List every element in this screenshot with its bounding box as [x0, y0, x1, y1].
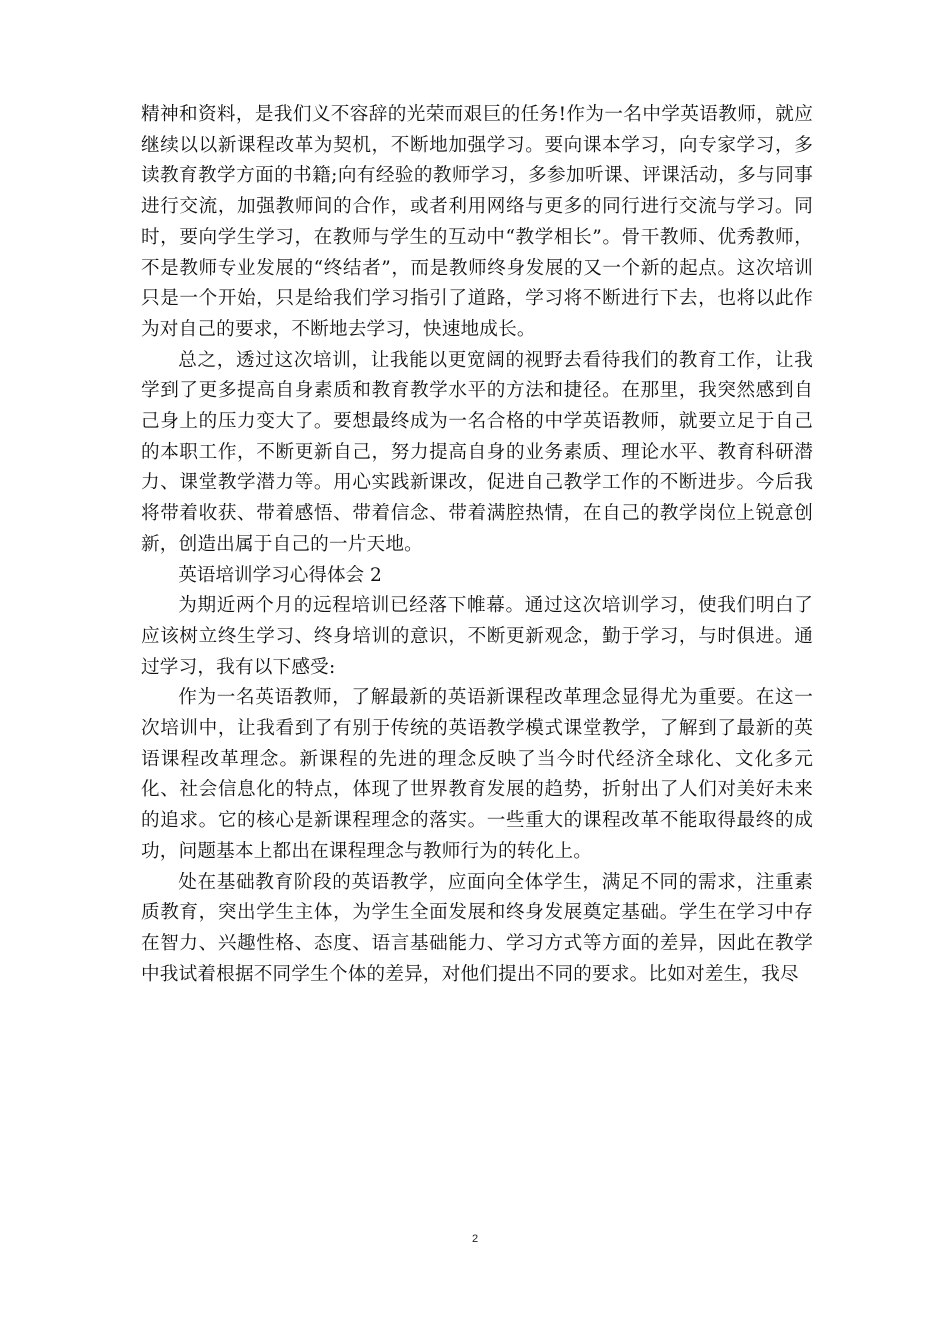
paragraph-summary: 总之，透过这次培训，让我能以更宽阔的视野去看待我们的教育工作，让我学到了更多提高自身素质和教育教学水平的方法和捷径。在那里，我突然感到自己身上的压力变大了。要想最终成为一名合格的中学英语教师，就要立足于自己的本职工作，不断更新自己，努力提高自身的业务素质、理论水平、教育科研潜力、课堂教学潜力等。用心实践新课改，促进自己教学工作的不断进步。今后我将带着收获、带着感悟、带着信念、带着满腔热情，在自己的教学岗位上锐意创新，创造出属于自己的一片天地。: [141, 349, 813, 555]
paragraph-curriculum: 作为一名英语教师，了解最新的英语新课程改革理念显得尤为重要。在这一次培训中，让我看到了有别于传统的英语教学模式课堂教学，了解到了最新的英语课程改革理念。新课程的先进的理念反映了当今时代经济全球化、文化多元化、社会信息化的特点，体现了世界教育发展的趋势，折射出了人们对美好未来的追求。它的核心是新课程理念的落实。一些重大的课程改革不能取得最终的成功，问题基本上都出在课程理念与教师行为的转化上。: [141, 687, 813, 862]
section-heading: 英语培训学习心得体会 2: [178, 564, 382, 586]
paragraph-continuation: 精神和资料，是我们义不容辞的光荣而艰巨的任务!作为一名中学英语教师，就应继续以以新课程改革为契机，不断地加强学习。要向课本学习，向专家学习，多读教育教学方面的书籍;向有经验的教师学习，多参加听课、评课活动，多与同事进行交流，加强教师间的合作，或者利用网络与更多的同行进行交流与学习。同时，要向学生学习，在教师与学生的互动中“教学相长”。骨干教师、优秀教师，不是教师专业发展的“终结者”，而是教师终身发展的又一个新的起点。这次培训只是一个开始，只是给我们学习指引了道路，学习将不断进行下去，也将以此作为对自己的要求，不断地去学习，快速地成长。: [141, 104, 813, 340]
paragraph-basic-education: 处在基础教育阶段的英语教学，应面向全体学生，满足不同的需求，注重素质教育，突出学生主体，为学生全面发展和终身发展奠定基础。学生在学习中存在智力、兴趣性格、态度、语言基础能力、学习方式等方面的差异，因此在教学中我试着根据不同学生个体的差异，对他们提出不同的要求。比如对差生，我尽: [141, 871, 813, 985]
page-number: 2: [471, 1233, 479, 1245]
paragraph-intro: 为期近两个月的远程培训已经落下帷幕。通过这次培训学习，使我们明白了应该树立终生学习、终身培训的意识，不断更新观念，勤于学习，与时俱进。通过学习，我有以下感受:: [141, 595, 813, 678]
document-body: [141, 100, 813, 990]
